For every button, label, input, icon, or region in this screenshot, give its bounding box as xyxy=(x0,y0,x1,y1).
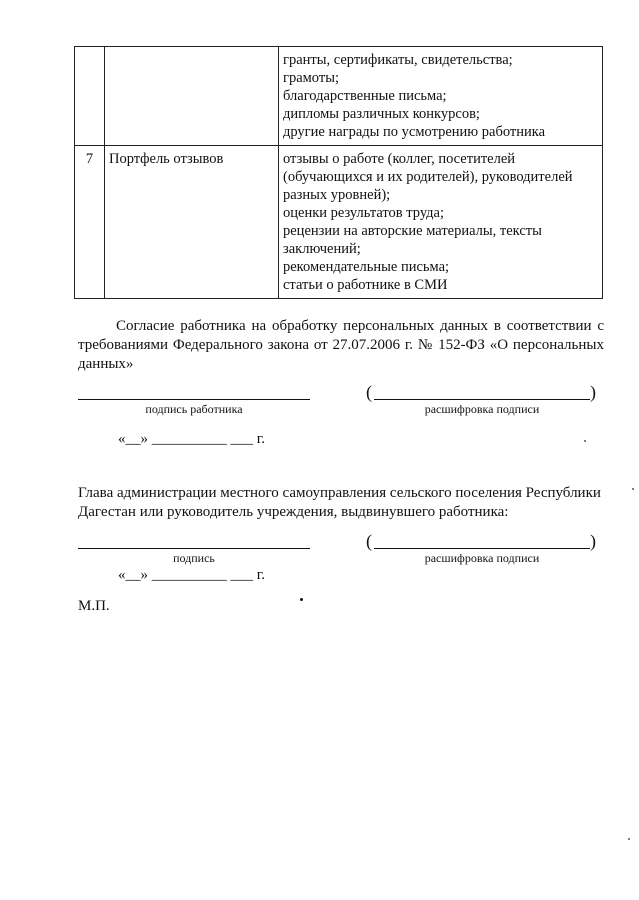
scan-speck xyxy=(628,838,630,840)
employee-decoding-line xyxy=(374,399,590,400)
employee-date-line: «__» __________ ___ г. xyxy=(118,431,265,447)
list-item: грамоты; xyxy=(283,70,339,86)
row-items-cell xyxy=(279,47,603,146)
scan-speck xyxy=(584,440,586,442)
table-row xyxy=(75,47,603,146)
table-row xyxy=(75,146,603,299)
list-item: статьи о работнике в СМИ xyxy=(283,277,448,293)
list-item: (обучающихся и их родителей), руководителей xyxy=(283,169,573,185)
row-number-cell xyxy=(75,47,105,146)
list-item: разных уровней); xyxy=(283,187,391,203)
consent-paragraph: Согласие работника на обработку персональных данных в соответствии с требованиями Федерального закона от 27.07.2006 г. № 152-ФЗ «О персональных данных» xyxy=(78,318,604,372)
portfolio-table xyxy=(74,46,603,299)
scan-speck xyxy=(632,488,634,490)
paren-open: ( xyxy=(366,382,372,402)
row-name-cell xyxy=(105,47,279,146)
scan-speck xyxy=(300,598,303,601)
list-item: рекомендательные письма; xyxy=(283,259,450,275)
employee-signature-caption: подпись работника xyxy=(145,402,243,416)
paren-close: ) xyxy=(590,382,596,402)
row-name-cell: Портфель отзывов xyxy=(105,146,279,299)
head-decoding-line xyxy=(374,548,590,549)
head-decoding-caption: расшифровка подписи xyxy=(424,551,540,565)
list-item: дипломы различных конкурсов; xyxy=(283,106,480,122)
row-items-cell xyxy=(279,146,603,299)
employee-decoding-caption: расшифровка подписи xyxy=(424,402,540,416)
paren-close: ) xyxy=(590,531,596,551)
head-signature-caption: подпись xyxy=(173,551,215,565)
list-item: другие награды по усмотрению работника xyxy=(283,124,545,140)
list-item: гранты, сертификаты, свидетельства; xyxy=(283,52,513,68)
list-item: оценки результатов труда; xyxy=(283,205,445,221)
paren-open: ( xyxy=(366,531,372,551)
list-item: рецензии на авторские материалы, тексты xyxy=(283,223,542,239)
stamp-placeholder: М.П. xyxy=(78,598,110,614)
head-date-line: «__» __________ ___ г. xyxy=(118,567,265,583)
list-item: заключений; xyxy=(283,241,361,257)
list-item: благодарственные письма; xyxy=(283,88,447,104)
employee-signature-line xyxy=(78,399,310,400)
row-number-cell: 7 xyxy=(75,146,105,299)
head-paragraph: Глава администрации местного самоуправления сельского поселения Республики Дагестан или руководитель учреждения, выдвинувшего работника: xyxy=(78,485,601,520)
list-item: отзывы о работе (коллег, посетителей xyxy=(283,151,516,167)
head-signature-line xyxy=(78,548,310,549)
